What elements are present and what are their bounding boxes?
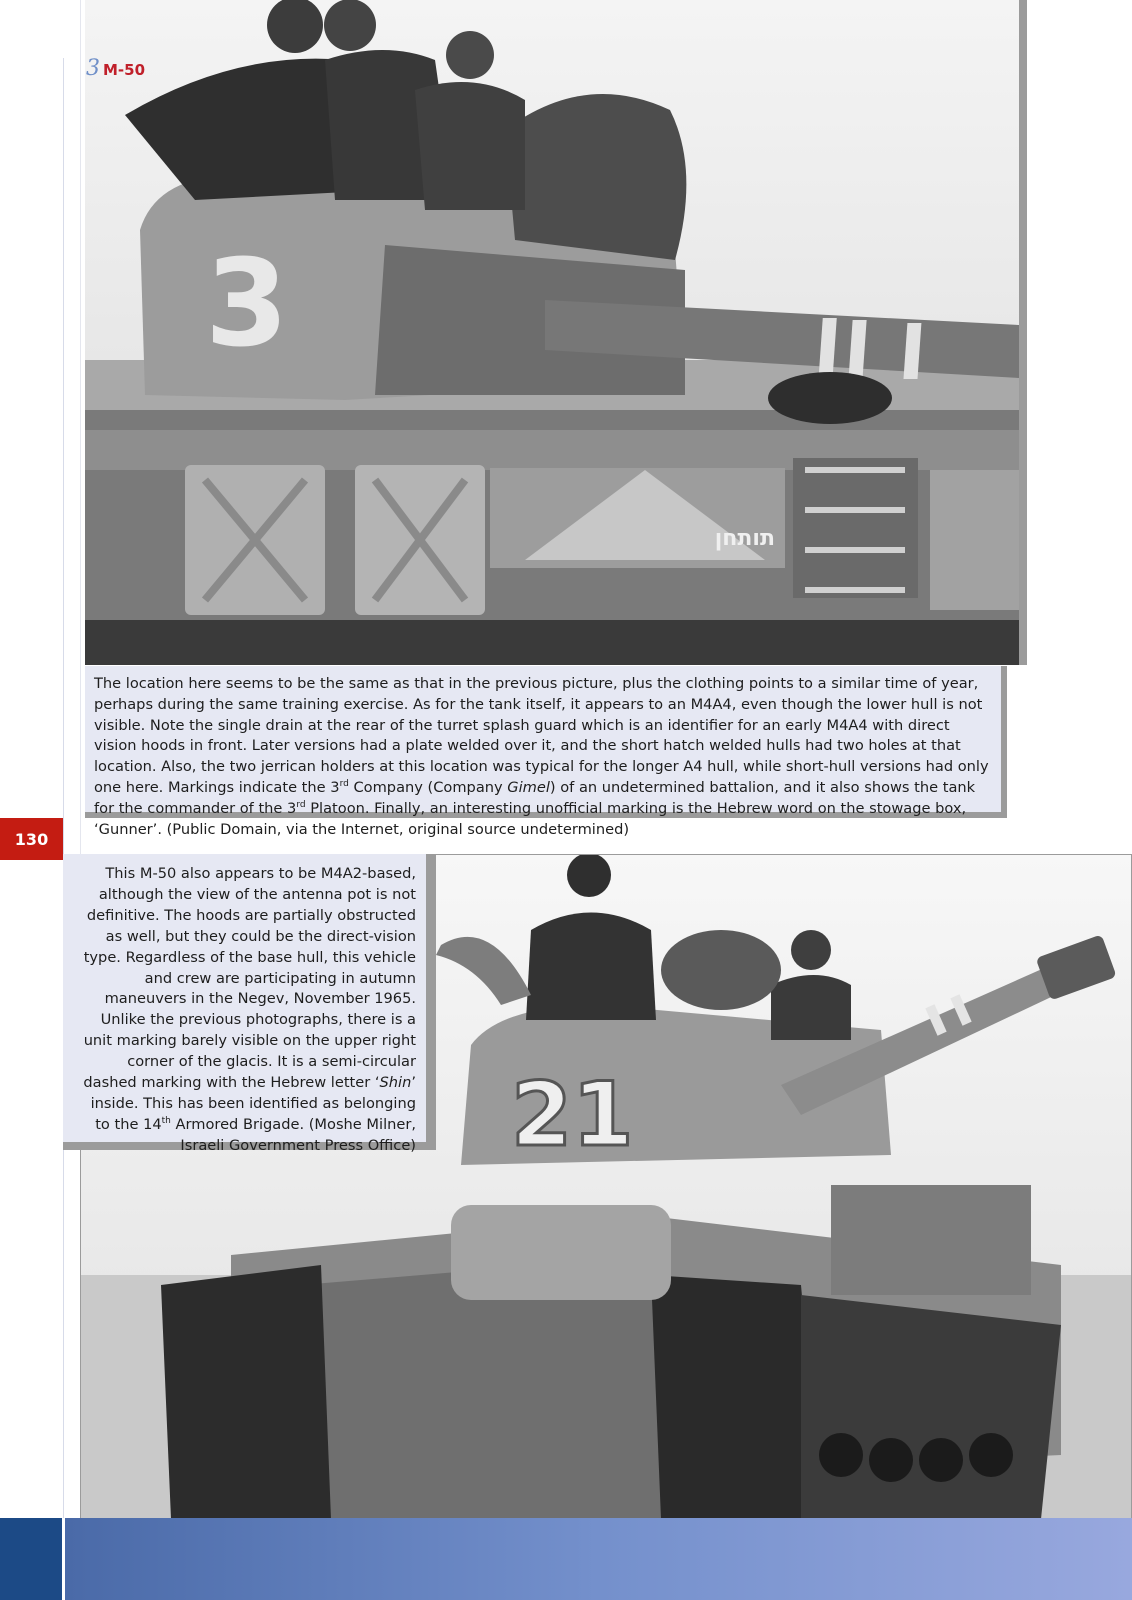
caption-top-sup-2: rd bbox=[296, 799, 306, 810]
bottom-photo-caption bbox=[63, 854, 436, 1154]
top-photo-caption bbox=[85, 666, 1007, 838]
hull-number-marking: 21 bbox=[511, 1063, 634, 1166]
caption-bottom-text-3: Armored Brigade. (Moshe Milner, Israeli Government Press Office) bbox=[170, 1115, 416, 1154]
turret-number-marking: 3 bbox=[205, 235, 289, 374]
section-tag bbox=[86, 56, 145, 81]
margin-rule bbox=[63, 58, 64, 1518]
caption-top-text-2: Company (Company bbox=[348, 778, 508, 796]
caption-top-text-4: Platoon. Finally, an interesting unofficial marking is the Hebrew word on the stowage box, ‘Gunner’. (Public Domain, via the Internet, original source undetermined) bbox=[94, 799, 967, 838]
caption-top-sup-1: rd bbox=[339, 779, 349, 790]
caption-top-italic-gimel: Gimel bbox=[507, 778, 550, 796]
footer-band-left bbox=[0, 1518, 62, 1600]
stowage-box-hebrew-marking: תותחן bbox=[714, 526, 775, 551]
top-photo-tank-crew bbox=[85, 0, 1019, 665]
page-number: 130 bbox=[14, 829, 49, 849]
section-number: 3 bbox=[86, 56, 100, 81]
footer-band-gradient bbox=[65, 1518, 1132, 1600]
page-number-tab bbox=[0, 818, 63, 860]
caption-bottom-text-2: ’ inside. This has been identified as belonging to the 14 bbox=[90, 1074, 416, 1133]
caption-bottom-text-1: This M-50 also appears to be M4A2-based, although the view of the antenna pot is not definitive. The hoods are partially obstructed as well, but they could be the direct-vision type. Regardless of the base hull, this vehicle and crew are participating in autumn maneuvers in the Negev, November 1965. Unlike the previous photographs, there is a unit marking barely visible on the upper right corner of the glacis. It is a semi-circular dashed marking with the Hebrew letter ‘ bbox=[83, 865, 416, 1092]
margin-rule-inner bbox=[80, 0, 81, 860]
caption-top-text-1: The location here seems to be the same as that in the previous picture, plus the clothing points to a similar time of year, perhaps during the same training exercise. As for the tank itself, it appears to an M4A4, even though the lower hull is not visible. Note the single drain at the rear of the turret splash guard which is an identifier for an early M4A4 with direct vision hoods in front. Later versions had a plate welded over it, and the short hatch welded hulls had two holes at that location. Also, the two jerrican holders at this location was typical for the longer A4 hull, while short-hull versions had only one here. Markings indicate the 3 bbox=[94, 675, 989, 796]
caption-bottom-sup-1: th bbox=[161, 1116, 171, 1127]
caption-bottom-italic-shin: Shin bbox=[379, 1074, 412, 1092]
caption-top-text-3: ) of an undetermined battalion, and it also shows the tank for the commander of the 3 bbox=[94, 778, 976, 817]
section-title: M-50 bbox=[103, 61, 146, 79]
top-photo-illustration bbox=[85, 0, 1019, 665]
